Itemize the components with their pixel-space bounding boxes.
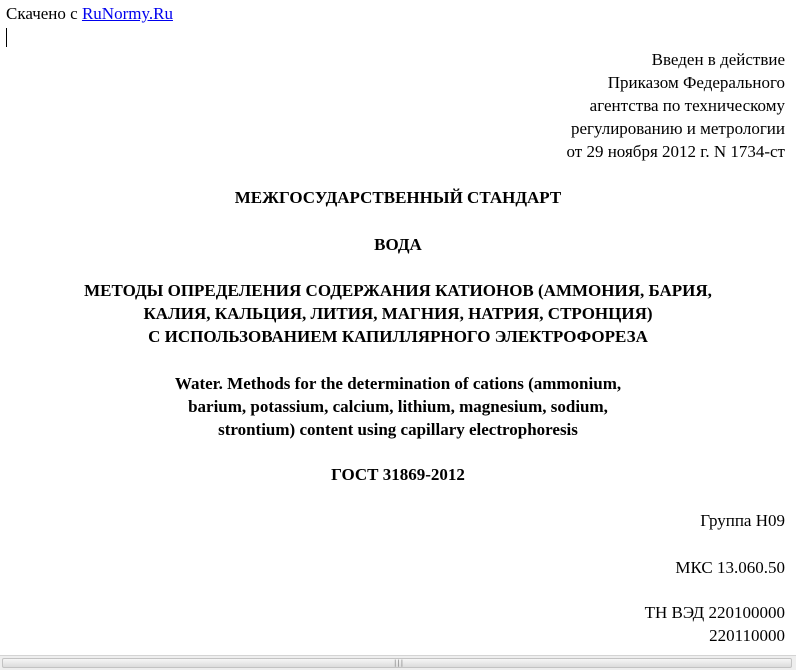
tnved-line: 220110000 (709, 626, 785, 645)
title-en-line: barium, potassium, calcium, lithium, magnesium, sodium, (188, 397, 608, 416)
standard-type: МЕЖГОСУДАРСТВЕННЫЙ СТАНДАРТ (234, 188, 562, 207)
grip-icon: ||| (394, 659, 405, 667)
source-line (6, 4, 173, 24)
title-ru-line: МЕТОДЫ ОПРЕДЕЛЕНИЯ СОДЕРЖАНИЯ КАТИОНОВ (АММОНИЯ, БАРИЯ, (84, 281, 712, 300)
source-link[interactable]: RuNormy.Ru (81, 4, 173, 23)
standard-code: ГОСТ 31869-2012 (331, 465, 465, 484)
group-code: Группа Н09 (700, 511, 785, 530)
standard-subject: ВОДА (374, 235, 422, 254)
source-prefix: Скачено с (6, 4, 78, 23)
mks-code: МКС 13.060.50 (675, 558, 785, 577)
tnved-codes (645, 601, 785, 647)
enactment-line: регулированию и метрологии (570, 119, 785, 138)
tnved-line: ТН ВЭД 220100000 (644, 603, 785, 622)
enactment-line: Введен в действие (651, 50, 785, 69)
scrollbar-thumb[interactable] (2, 658, 792, 668)
standard-title-ru (0, 279, 796, 348)
title-ru-line: С ИСПОЛЬЗОВАНИЕМ КАПИЛЛЯРНОГО ЭЛЕКТРОФОРЕЗА (148, 327, 648, 346)
title-ru-line: КАЛИЯ, КАЛЬЦИЯ, ЛИТИЯ, МАГНИЯ, НАТРИЯ, СТРОНЦИЯ) (143, 304, 653, 323)
standard-title-en (0, 372, 796, 441)
text-cursor (6, 28, 7, 47)
enactment-line: от 29 ноября 2012 г. N 1734-ст (566, 142, 785, 161)
enactment-line: Приказом Федерального (607, 73, 785, 92)
horizontal-scrollbar[interactable] (0, 655, 796, 670)
enactment-block (567, 48, 786, 163)
title-en-line: Water. Methods for the determination of cations (ammonium, (174, 374, 622, 393)
title-en-line: strontium) content using capillary electrophoresis (218, 420, 578, 439)
enactment-line: агентства по техническому (589, 96, 785, 115)
